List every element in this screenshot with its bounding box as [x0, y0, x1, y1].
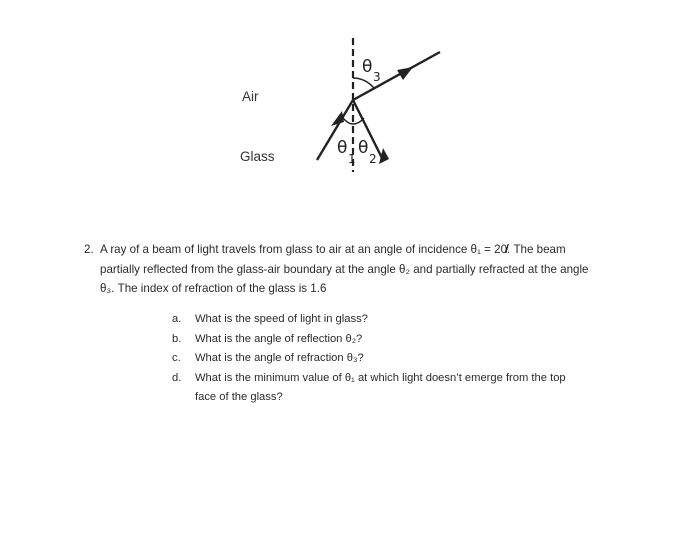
subpart-text: What is the minimum value of θ₁ at which light doesn’t emerge from the top: [195, 371, 566, 384]
question-line-2: partially reflected from the glass-air boundary at the angle θ₂ and partially refracted at the angle: [100, 262, 589, 276]
refraction-diagram: [0, 0, 700, 200]
subpart-letter: a.: [172, 313, 182, 325]
subpart-text: face of the glass?: [195, 391, 283, 404]
theta3-subscript: 3: [373, 70, 381, 84]
refracted-ray-arrowhead: [397, 67, 413, 80]
theta1-label: θ: [337, 138, 348, 158]
subpart-letter: b.: [172, 332, 182, 345]
subpart-letter: c.: [172, 352, 181, 365]
subpart-d: [172, 369, 642, 389]
question-line-1: A ray of a beam of light travels from glass to air at an angle of incidence θ₁ = 20̸̸̸̸̸̸̸̸̸̸̸̸̸̸̸̸̸̸̸̸. The beam: [100, 243, 566, 256]
ray-diagram-svg: [0, 0, 700, 200]
subpart-letter: d.: [172, 371, 182, 384]
glass-label: Glass: [240, 149, 275, 164]
incident-ray-arrowhead: [331, 111, 344, 126]
subpart-text: What is the angle of refraction θ₃?: [195, 352, 364, 365]
subparts-list: [172, 310, 642, 408]
subpart-text: What is the angle of reflection θ₂?: [195, 332, 363, 345]
theta1-arc: [343, 118, 353, 124]
theta2-label: θ: [358, 138, 369, 158]
theta3-label: θ: [362, 57, 373, 77]
theta1-subscript: 1: [348, 152, 356, 166]
incident-ray: [317, 100, 353, 160]
subpart-text: What is the speed of light in glass?: [195, 313, 368, 325]
question-number: 2.: [84, 243, 94, 256]
air-label: Air: [242, 89, 259, 104]
theta2-subscript: 2: [369, 152, 377, 166]
theta3-arc: [353, 78, 374, 88]
subpart-d-continued: [172, 388, 642, 408]
subpart-a: [172, 310, 642, 330]
question-line-3: θ₃. The index of refraction of the glass is 1.6: [100, 282, 327, 295]
subpart-c: [172, 349, 642, 369]
subpart-b: [172, 330, 642, 350]
